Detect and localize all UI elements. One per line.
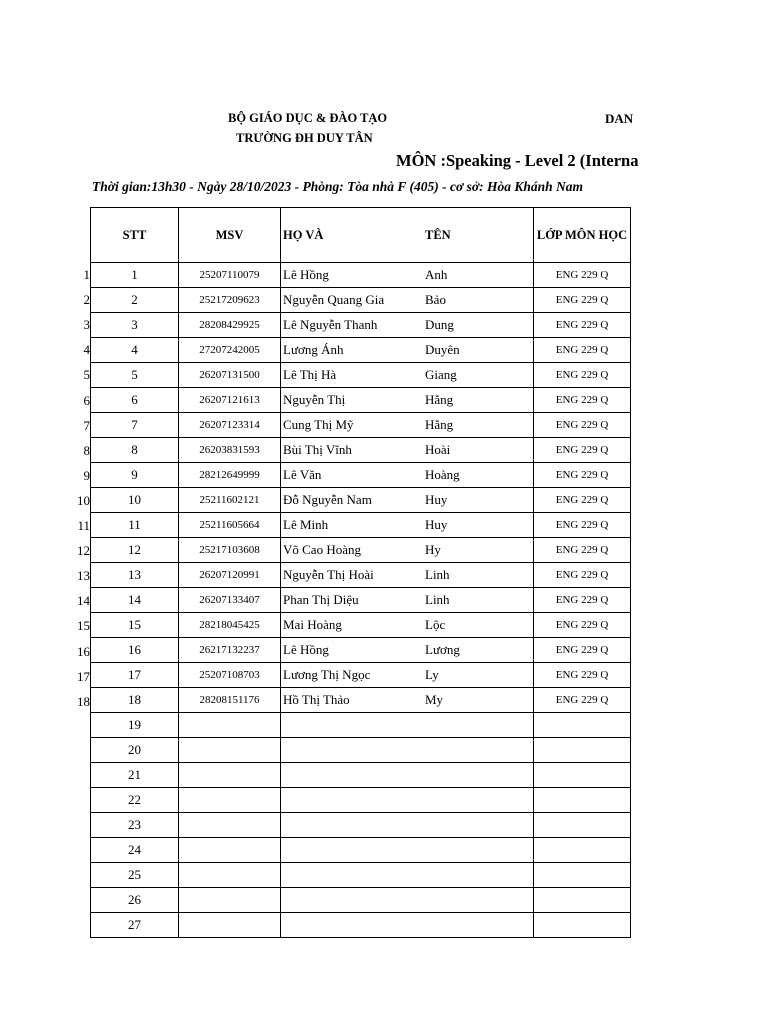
cell-ho: Nguyễn Thị [283,392,346,407]
table-row [91,363,631,388]
cell-stt: 16 [91,638,179,663]
row-number: 8 [83,442,90,458]
table-row [91,663,631,688]
row-number: 5 [83,367,90,383]
row-number: 16 [77,643,90,659]
cell-ten: Hoài [425,442,451,457]
table-row [91,488,631,513]
table-row [91,788,631,813]
cell-ten: Huy [425,492,448,507]
cell-stt: 20 [91,738,179,763]
table-row [91,863,631,888]
cell-stt: 17 [91,663,179,688]
cell-msv: 26207123314 [179,413,281,438]
header-name [281,208,534,263]
cell-full-name [281,438,534,463]
cell-full-name [281,838,534,863]
cell-lop [534,888,631,913]
cell-stt: 2 [91,288,179,313]
cell-ten: Hằng [425,392,454,407]
table-row [91,513,631,538]
cell-ho: Lương Thị Ngọc [283,667,371,682]
cell-ho: Nguyễn Quang Gia [283,292,385,307]
table-row [91,838,631,863]
cell-ho: Võ Cao Hoàng [283,542,361,557]
cell-full-name [281,588,534,613]
cell-full-name [281,538,534,563]
cell-full-name [281,788,534,813]
cell-ten: Duyên [425,342,460,357]
table-row [91,388,631,413]
table-row [91,613,631,638]
cell-ten: Anh [425,267,448,282]
cell-full-name [281,313,534,338]
header-lop: LỚP MÔN HỌC [534,208,631,263]
cell-lop: ENG 229 Q [534,613,631,638]
cell-lop [534,713,631,738]
cell-ho: Hồ Thị Thảo [283,692,350,707]
cell-msv: 26203831593 [179,438,281,463]
cell-msv: 25207110079 [179,263,281,288]
cell-ho: Lê Minh [283,517,329,532]
cell-stt: 15 [91,613,179,638]
cell-lop: ENG 229 Q [534,488,631,513]
cell-ten: Bảo [425,292,446,307]
cell-full-name [281,513,534,538]
cell-full-name [281,888,534,913]
header-ho-va: HỌ VÀ [283,228,324,242]
header-ten: TÊN [425,228,451,242]
cell-ho: Lê Văn [283,467,322,482]
cell-full-name [281,738,534,763]
cell-ho: Mai Hoàng [283,617,342,632]
cell-full-name [281,613,534,638]
cell-stt: 23 [91,813,179,838]
table-row [91,563,631,588]
cell-lop: ENG 229 Q [534,663,631,688]
cell-full-name [281,763,534,788]
cell-stt: 7 [91,413,179,438]
cell-lop: ENG 229 Q [534,563,631,588]
cell-lop: ENG 229 Q [534,288,631,313]
cell-full-name [281,688,534,713]
cell-full-name [281,913,534,938]
cell-ho: Đỗ Nguyễn Nam [283,492,372,507]
cell-full-name [281,638,534,663]
cell-full-name [281,563,534,588]
ministry-heading: BỘ GIÁO DỤC & ĐÀO TẠO [228,111,388,125]
cell-ten: Hy [425,542,441,557]
row-number: 2 [83,292,90,308]
cell-lop: ENG 229 Q [534,688,631,713]
table-row [91,738,631,763]
table-row [91,413,631,438]
cell-full-name [281,813,534,838]
cell-lop [534,813,631,838]
table-row [91,313,631,338]
row-number: 12 [77,543,90,559]
cell-msv: 26207120991 [179,563,281,588]
subject-heading: MÔN :Speaking - Level 2 (Interna [396,151,639,170]
cell-stt: 11 [91,513,179,538]
row-number: 4 [83,342,90,358]
cell-stt: 9 [91,463,179,488]
row-number: 11 [77,518,90,533]
table-row [91,438,631,463]
cell-ten: Ly [425,667,439,682]
table-row [91,913,631,938]
table-row [91,263,631,288]
cell-msv [179,788,281,813]
cell-lop: ENG 229 Q [534,338,631,363]
cell-lop [534,788,631,813]
cell-ho: Bùi Thị Vĩnh [283,442,352,457]
cell-full-name [281,488,534,513]
cell-msv: 28212649999 [179,463,281,488]
list-title-fragment: DAN [605,111,634,126]
cell-msv: 25211602121 [179,488,281,513]
cell-stt: 21 [91,763,179,788]
cell-lop [534,763,631,788]
table-row [91,538,631,563]
cell-full-name [281,663,534,688]
cell-lop: ENG 229 Q [534,438,631,463]
cell-stt: 5 [91,363,179,388]
cell-stt: 13 [91,563,179,588]
cell-lop: ENG 229 Q [534,638,631,663]
cell-full-name [281,338,534,363]
row-number: 14 [77,593,90,609]
cell-msv: 25217209623 [179,288,281,313]
cell-msv [179,913,281,938]
cell-stt: 26 [91,888,179,913]
cell-stt: 18 [91,688,179,713]
cell-lop [534,863,631,888]
cell-stt: 4 [91,338,179,363]
cell-ten: Lương [425,642,460,657]
table-row [91,288,631,313]
row-number: 17 [77,668,90,684]
table-row [91,463,631,488]
cell-msv [179,738,281,763]
cell-stt: 27 [91,913,179,938]
cell-ho: Phan Thị Diệu [283,592,359,607]
cell-full-name [281,713,534,738]
cell-stt: 3 [91,313,179,338]
cell-msv [179,713,281,738]
cell-stt: 19 [91,713,179,738]
cell-msv: 25207108703 [179,663,281,688]
cell-msv: 25211605664 [179,513,281,538]
cell-full-name [281,413,534,438]
row-number: 1 [83,267,90,282]
row-number: 9 [83,467,90,483]
cell-msv: 27207242005 [179,338,281,363]
cell-msv [179,863,281,888]
cell-msv: 26217132237 [179,638,281,663]
cell-full-name [281,363,534,388]
cell-ten: Hoàng [425,467,460,482]
cell-lop: ENG 229 Q [534,463,631,488]
cell-lop: ENG 229 Q [534,263,631,288]
cell-msv: 28208151176 [179,688,281,713]
cell-ten: Dung [425,317,454,332]
table-row [91,888,631,913]
cell-msv: 28208429925 [179,313,281,338]
cell-msv [179,763,281,788]
table-row [91,713,631,738]
row-number: 18 [77,693,90,709]
cell-full-name [281,863,534,888]
cell-msv [179,888,281,913]
table-row [91,638,631,663]
cell-lop [534,838,631,863]
cell-full-name [281,288,534,313]
cell-ten: Huy [425,517,448,532]
cell-full-name [281,388,534,413]
cell-ten: Hằng [425,417,454,432]
cell-lop: ENG 229 Q [534,413,631,438]
table-header-row [91,208,631,263]
table-row [91,338,631,363]
table-row [91,688,631,713]
cell-stt: 1 [91,263,179,288]
row-number: 10 [77,492,90,508]
table-row [91,588,631,613]
row-number: 7 [83,417,90,433]
cell-msv [179,813,281,838]
cell-ho: Lê Nguyễn Thanh [283,317,378,332]
row-number: 3 [83,317,90,333]
cell-full-name [281,263,534,288]
cell-msv: 26207121613 [179,388,281,413]
cell-ho: Lê Hồng [283,267,329,282]
cell-msv: 28218045425 [179,613,281,638]
cell-stt: 14 [91,588,179,613]
cell-ten: Linh [425,567,450,582]
cell-stt: 24 [91,838,179,863]
cell-msv: 26207133407 [179,588,281,613]
cell-stt: 6 [91,388,179,413]
cell-ten: Linh [425,592,450,607]
row-number: 13 [77,568,90,584]
exam-info: Thời gian:13h30 - Ngày 28/10/2023 - Phòng: Tòa nhà F (405) - cơ sở: Hòa Khánh Nam [92,179,584,194]
table-row [91,813,631,838]
cell-msv: 25217103608 [179,538,281,563]
cell-lop: ENG 229 Q [534,363,631,388]
school-heading: TRƯỜNG ĐH DUY TÂN [236,131,373,145]
cell-ho: Nguyễn Thị Hoài [283,567,374,582]
row-number: 15 [77,618,90,634]
cell-stt: 12 [91,538,179,563]
cell-lop: ENG 229 Q [534,313,631,338]
cell-stt: 8 [91,438,179,463]
row-number: 6 [83,392,90,408]
cell-ten: My [425,692,444,707]
cell-lop: ENG 229 Q [534,588,631,613]
header-msv: MSV [179,208,281,263]
cell-ten: Giang [425,367,457,382]
cell-ho: Lê Hồng [283,642,329,657]
cell-lop: ENG 229 Q [534,388,631,413]
student-table [90,207,631,938]
cell-lop [534,738,631,763]
cell-full-name [281,463,534,488]
cell-stt: 25 [91,863,179,888]
cell-stt: 22 [91,788,179,813]
cell-ten: Lộc [425,617,446,632]
cell-ho: Lương Ánh [283,342,344,357]
header-stt: STT [91,208,179,263]
cell-lop: ENG 229 Q [534,513,631,538]
cell-lop: ENG 229 Q [534,538,631,563]
cell-msv [179,838,281,863]
cell-ho: Cung Thị Mỹ [283,417,354,432]
cell-stt: 10 [91,488,179,513]
cell-ho: Lê Thị Hà [283,367,337,382]
cell-lop [534,913,631,938]
table-row [91,763,631,788]
cell-msv: 26207131500 [179,363,281,388]
